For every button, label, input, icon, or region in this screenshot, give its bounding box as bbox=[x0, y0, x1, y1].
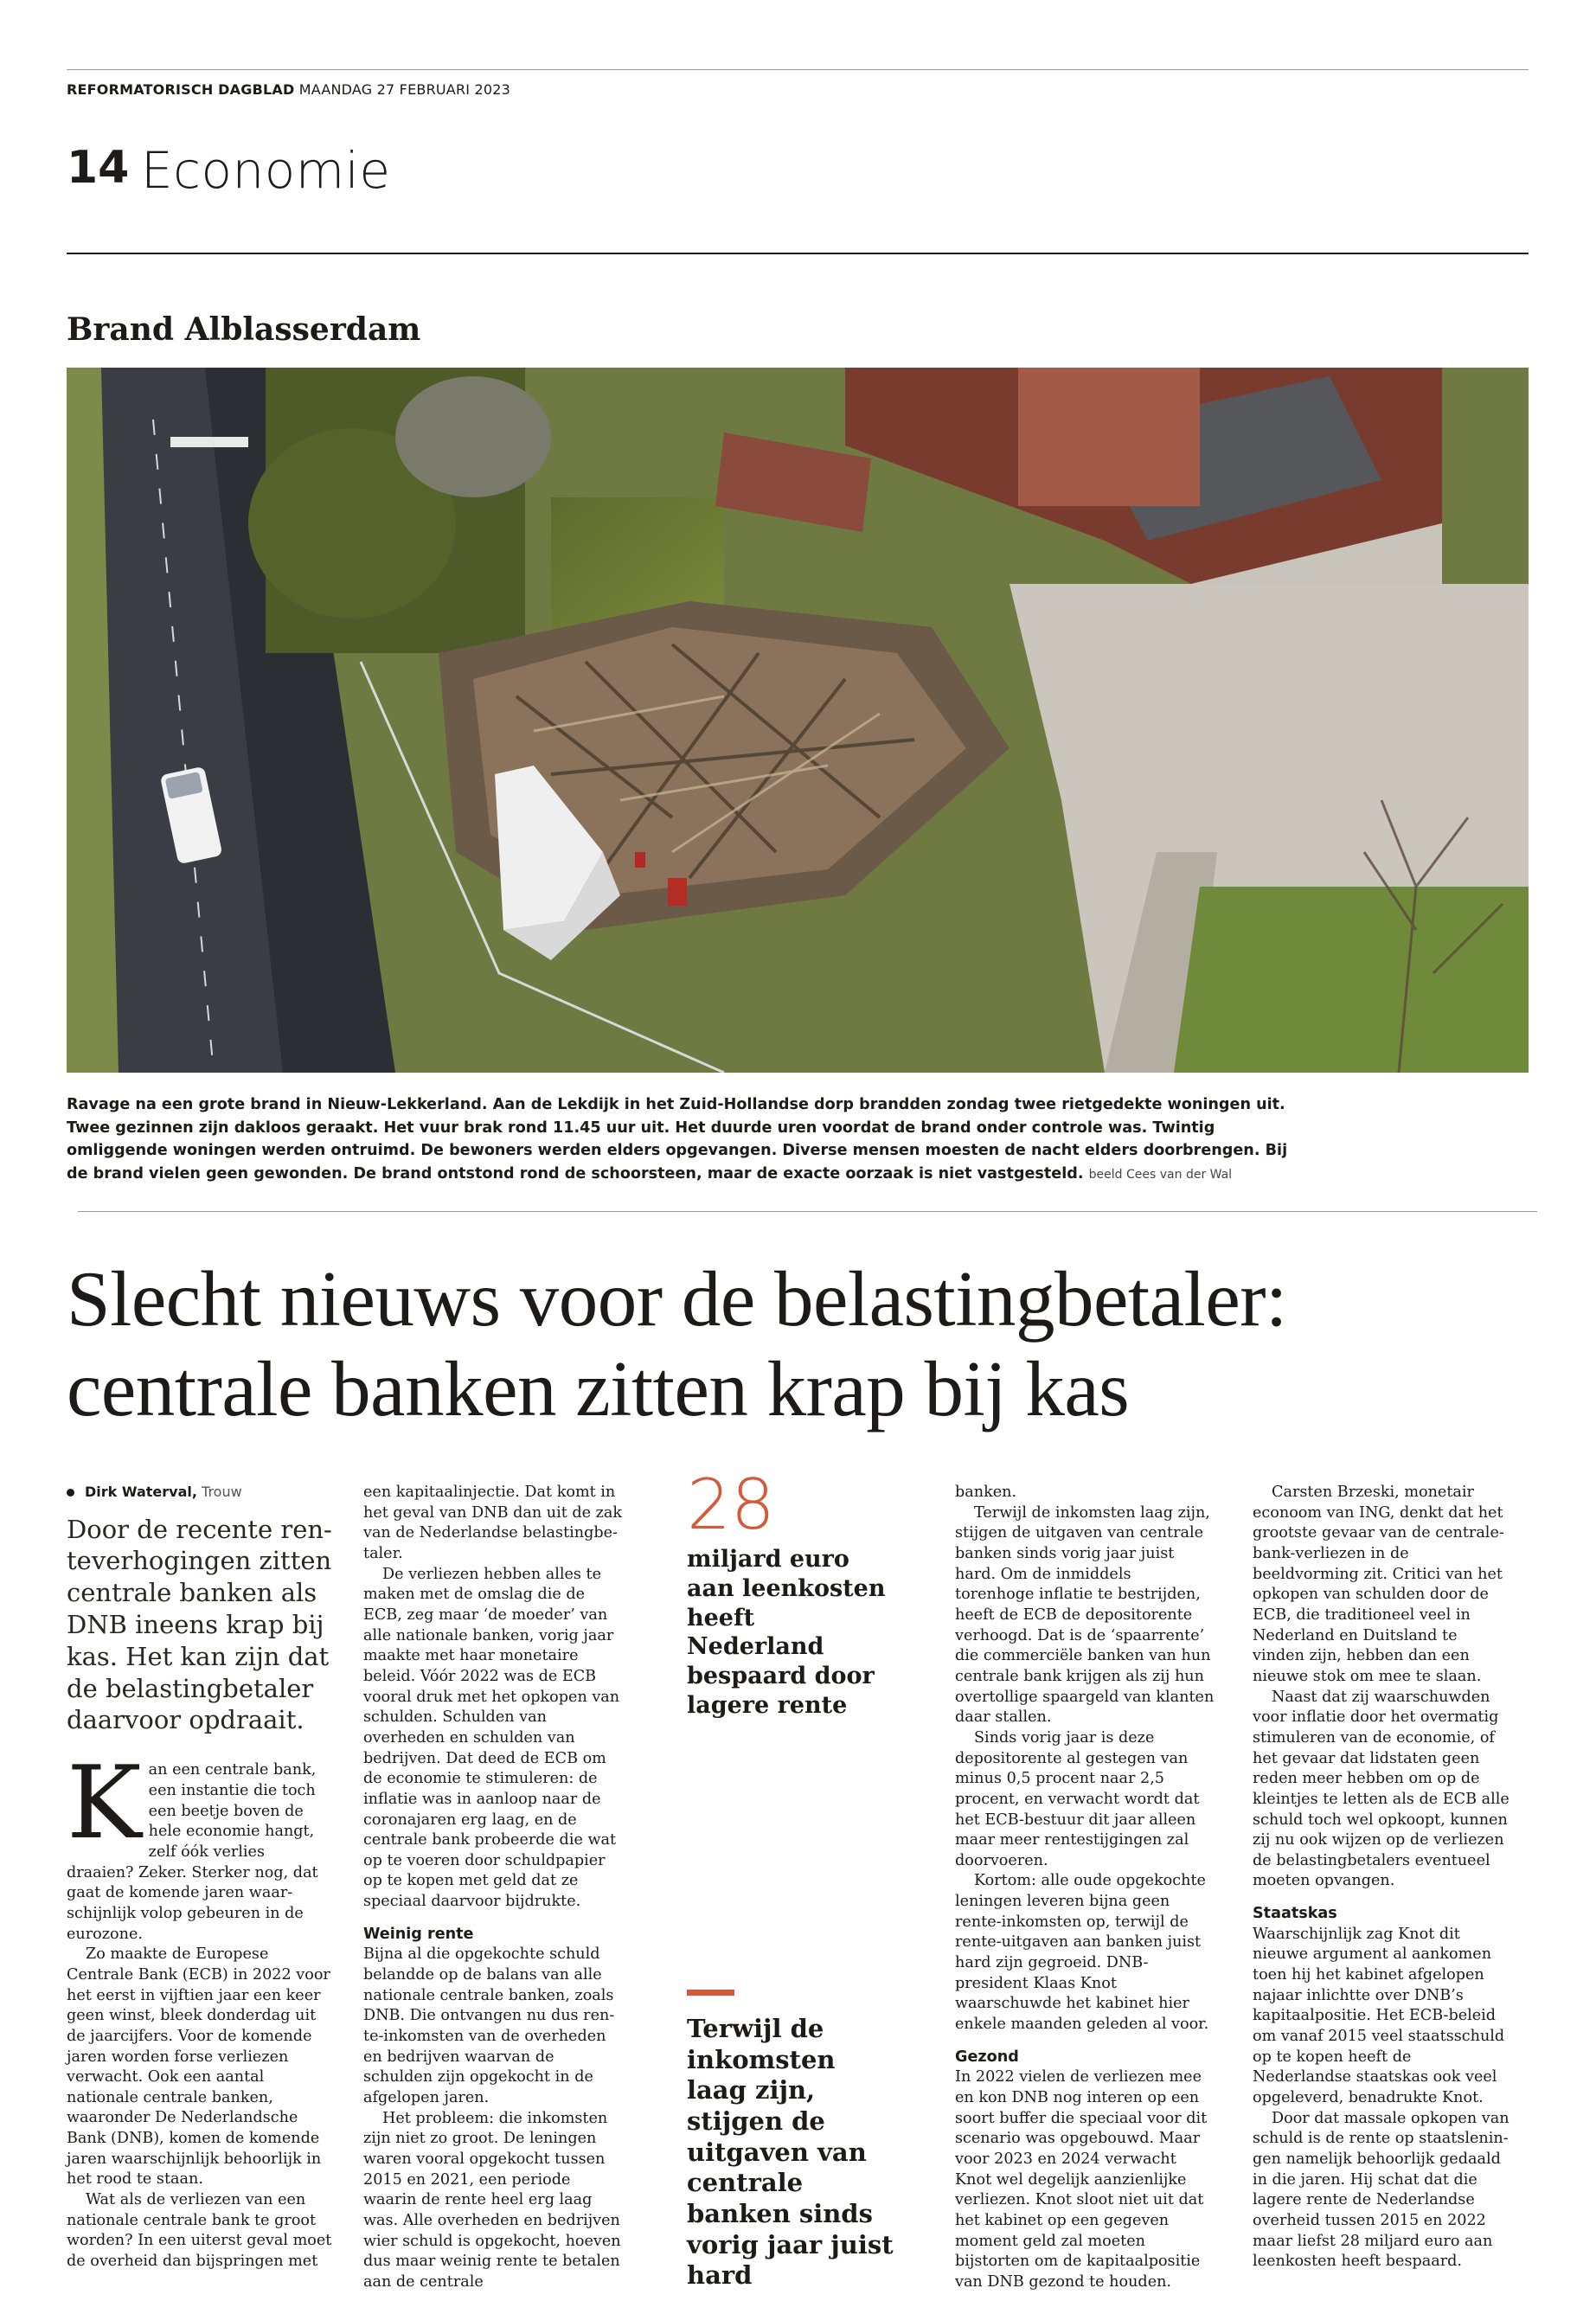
aerial-photo bbox=[67, 368, 1529, 1073]
headline-line-1: Slecht nieuws voor de belastingbetaler: bbox=[67, 1255, 1287, 1343]
quote-accent-bar bbox=[687, 1990, 734, 1996]
column-1 bbox=[67, 1483, 333, 2272]
body-paragraph: banken. bbox=[955, 1484, 1017, 1501]
column-2 bbox=[363, 1483, 623, 2293]
pull-quote: Terwijl de inkomsten laag zijn, stijgen de uitgaven van centrale banken sinds vorig jaar juist hard bbox=[687, 2014, 894, 2291]
drop-cap: K bbox=[67, 1745, 142, 1862]
subheading-weinig-rente: Weinig rente bbox=[363, 1925, 474, 1943]
byline bbox=[67, 1483, 333, 1502]
body-paragraph: Terwijl de inkomsten laag zijn, stijgen de uitgaven van centrale banken sinds vorig jaar juist hard. Om de inmiddels torenhoge inflatie te bestrijden, heeft de ECB de depositorente verhoogd. Dat is de ‘spaarrente’ die commerciële banken van hun centrale bank krijgen als zij hun overtollige spaargeld van klanten daar stallen. bbox=[955, 1503, 1215, 1727]
body-paragraph: Kan een centrale bank, een instantie die toch een beetje boven de hele economie hangt, zelf óók verlies draaien? Zeker. Sterker nog, dat gaat de komende jaren waarschijnlijk volop gebeuren in de eurozone. bbox=[67, 1745, 318, 1943]
fire-ruins-illustration bbox=[67, 368, 1529, 1073]
byline-bullet-icon bbox=[67, 1489, 74, 1497]
body-paragraph: Kortom: alle oude opgekochte leningen leveren bijna geen rente-inkomsten op, terwijl de rente-uitgaven aan banken juist hard zijn gegroeid. DNB-president Klaas Knot waarschuwde het kabinet hier enkele maanden geleden al voor. bbox=[955, 1872, 1209, 2034]
subheading-staatskas: Staatskas bbox=[1253, 1905, 1337, 1923]
masthead bbox=[67, 81, 510, 98]
masthead-paper: REFORMATORISCH DAGBLAD bbox=[67, 81, 295, 98]
body-paragraph: In 2022 vielen de verliezen mee en kon DNB nog interen op een soort buffer die speciaal voor dit scenario was opgebouwd. Maar voor 2023 en 2024 verwacht Knot wel degelijk aanzienlijke verliezen. Knot sloot niet uit dat het kabinet op een gegeven moment geld zal moeten bijstorten om de kapitaalpositie van DNB gezond te houden. bbox=[955, 2068, 1208, 2291]
top-rule bbox=[67, 69, 1529, 70]
body-paragraph: een kapitaalinjectie. Dat komt in het geval van DNB dan uit de zak van de Nederlandse belastingbetaler. bbox=[363, 1484, 623, 1562]
body-paragraph: Naast dat zij waarschuwden voor inflatie door het overmatig stimuleren van de economie, of het gevaar dat lidstaten geen reden meer hebben om op de kleintjes te letten als de ECB alle schuld toch wel opkoopt, kunnen zij nu ook wijzen op de verliezen de belastingbetalers eventueel moeten opvangen. bbox=[1253, 1688, 1509, 1890]
article-rule bbox=[78, 1211, 1537, 1212]
body-paragraph: Sinds vorig jaar is deze depositorente al gestegen van minus 0,5 procent naar 2,5 procent, en verwacht wordt dat het ECB-bestuur dit jaar alleen maar meer rentestijgingen zal doorvoeren. bbox=[955, 1728, 1200, 1869]
photo-credit: beeld Cees van der Wal bbox=[1088, 1168, 1233, 1183]
masthead-date: MAANDAG 27 FEBRUARI 2023 bbox=[298, 81, 510, 98]
photo-caption bbox=[67, 1093, 1312, 1186]
body-paragraph: Door dat massale opkopen van schuld is de rente op staatsleningen namelijk behoorlijk gedaald in die jaren. Hij schat dat die lagere rente de Nederlandse overheid tussen 2015 en 2022 maar liefst 28 miljard euro aan leenkosten heeft bespaard. bbox=[1253, 2109, 1509, 2271]
caption-text: Ravage na een grote brand in Nieuw-Lekkerland. Aan de Lekdijk in het Zuid-Hollandse dorp brandden zondag twee rietgedekte woningen uit. Twee gezinnen zijn dakloos geraakt. Het vuur brak rond 11.45 uur uit. Het duurde uren voordat de brand onder controle was. Twintig omliggende woningen werden ontruimd. De bewoners werden elders opgevangen. Diverse mensen moesten de nacht elders doorbrengen. Bij de brand vielen geen gewonden. De brand ontstond rond de schoorsteen, maar de exacte oorzaak is niet vastgesteld. bbox=[67, 1096, 1288, 1183]
author-name: Dirk Waterval, bbox=[85, 1484, 197, 1500]
photo-title: Brand Alblasserdam bbox=[67, 311, 421, 348]
section-rule bbox=[67, 253, 1529, 254]
body-paragraph: Waarschijnlijk zag Knot dit nieuwe argument al aankomen toen hij het kabinet afgelopen najaar inlichtte over DNB’s kapitaalpositie. Het ECB-beleid om vanaf 2015 veel staatsschuld op te kopen heeft de Nederlandse staatskas ook veel opgeleverd, benadrukte Knot. bbox=[1253, 1925, 1505, 2107]
lead-paragraph: Door de recente renteverhogingen zitten centrale banken als DNB ineens krap bij kas. Het kan zijn dat de belastingbetaler daarvoor opdraait. bbox=[67, 1514, 332, 1735]
column-5 bbox=[1253, 1483, 1512, 2272]
body-paragraph: Carsten Brzeski, monetair econoom van ING, denkt dat het grootste gevaar van de centralebank-verliezen in de beeldvorming zit. Critici van het opkopen van schulden door de ECB, die traditioneel veel in Nederland en Duitsland te vinden zijn, hebben dan een nieuwe stok om mee te slaan. bbox=[1253, 1484, 1504, 1685]
stat-text: miljard euro aan leenkosten heeft Nederland bespaard door lagere rente bbox=[687, 1546, 886, 1719]
page-number: 14 bbox=[67, 142, 130, 194]
body-paragraph: Bijna al die opgekochte schuld belandde op de balans van alle nationale centrale banken, zoals DNB. Die ontvangen nu dus rente-inkomsten van de overheden en bedrijven waarvan de schulden zijn opgekocht in de afgelopen jaren. bbox=[363, 1945, 615, 2107]
body-paragraph: Wat als de verliezen van een nationale centrale bank te groot worden? In een uiterst geval moet de overheid dan bijspringen met bbox=[67, 2191, 332, 2271]
column-4 bbox=[955, 1483, 1215, 2293]
headline-line-2: centrale banken zitten krap bij kas bbox=[67, 1344, 1130, 1433]
headline bbox=[67, 1254, 1554, 1433]
section-title: Economie bbox=[141, 141, 391, 200]
body-paragraph: Het probleem: die inkomsten zijn niet zo groot. De leningen waren vooral opgekocht tussen 2015 en 2021, een periode waarin de rente heel erg laag was. Alle overheden en bedrijven wier schuld is opgekocht, hoeven dus maar weinig rente te betalen aan de centrale bbox=[363, 2109, 621, 2291]
subheading-gezond: Gezond bbox=[955, 2048, 1019, 2066]
author-source: Trouw bbox=[202, 1484, 242, 1500]
stat-number: 28 bbox=[687, 1465, 775, 1545]
body-paragraph: Zo maakte de Europese Centrale Bank (ECB) in 2022 voor het eerst in vijftien jaar een keer geen winst, bleek donderdag uit de jaarcijfers. Voor de komende jaren worden forse verliezen verwacht. Ook een aantal nationale centrale banken, waaronder De Nederlandsche Bank (DNB), komen de komende jaren waarschijnlijk behoorlijk in het rood te staan. bbox=[67, 1945, 330, 2189]
body-paragraph: De verliezen hebben alles te maken met de omslag die de ECB, zeg maar ‘de moeder’ van alle nationale banken, vorig jaar maakte met haar monetaire beleid. Vóór 2022 was de ECB vooral druk met het opkopen van schulden. Schulden van overheden en schulden van bedrijven. Dat deed de ECB om de economie te stimuleren: de inflatie was in aanloop naar de coronajaren erg laag, en de centrale bank probeerde die wat op te voeren door schuldpapier op te kopen met geld dat ze speciaal daarvoor bijdrukte. bbox=[363, 1565, 620, 1911]
